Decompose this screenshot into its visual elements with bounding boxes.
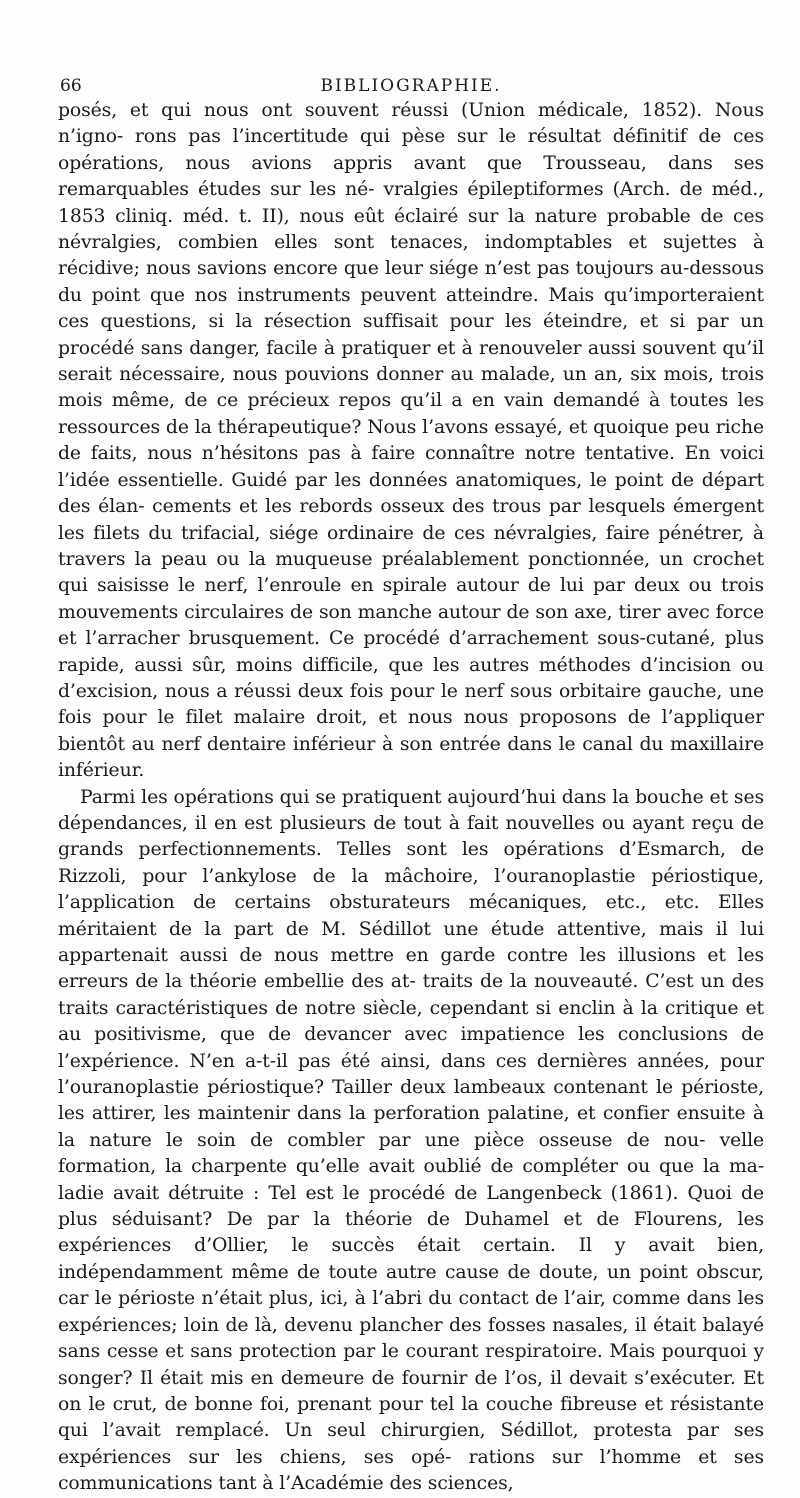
text-line: posés, et qui nous ont souvent réussi (Union médicale, 1852). Nous n’igno-: [58, 100, 764, 148]
text-line: éclairé sur la nature probable de ces névralgies, combien elles sont tenaces,: [58, 205, 764, 254]
page-number: 66: [60, 76, 82, 96]
text-line: de son manche autour de son axe, tirer avec force et l’arracher brusquement.: [58, 601, 764, 650]
text-line: ladie avait détruite : Tel est le procédé de Langenbeck (1861). Quoi de plus: [58, 1182, 764, 1231]
text-line: grands perfectionnements. Telles sont les opérations d’Esmarch, de Rizzoli,: [58, 839, 764, 887]
text-line: Mais qu’importeraient ces questions, si la résection suffisait pour les éteindre,: [58, 284, 764, 333]
text-line: avions appris avant que Trousseau, dans ses remarquables études sur les né-: [58, 152, 764, 201]
text-line: contenant le périoste, les attirer, les maintenir dans la perforation palatine, et: [58, 1077, 764, 1125]
text-line: Parmi les opérations qui se pratiquent aujourd’hui dans la bouche et ses: [80, 786, 764, 808]
page-header: [58, 66, 764, 96]
text-line: toute autre cause de doute, un point obscur, car le périoste n’était plus, ici,: [58, 1261, 764, 1310]
running-head: BIBLIOGRAPHIE.: [320, 76, 502, 96]
text-line: d’Ollier, le succès était certain. Il y avait bien, indépendamment même de: [58, 1235, 764, 1283]
paragraph-1: [58, 98, 764, 785]
text-line: mois, trois mois même, de ce précieux repos qu’il a en vain demandé à toutes: [58, 364, 764, 412]
text-line: cependant si enclin à la critique et au positivisme, que de devancer avec: [58, 997, 765, 1046]
text-line: de faits, nous n’hésitons pas à faire connaître notre tentative. En voici l’idée: [58, 443, 764, 491]
text-line: plancher des fosses nasales, il était balayé sans cesse et sans protection par: [58, 1314, 765, 1363]
text-line: Ce procédé d’arrachement sous-cutané, plus rapide, aussi sûr, moins difficile,: [58, 628, 765, 676]
text-line: trifacial, siége ordinaire de ces névralgies, faire pénétrer, à travers la peau: [58, 522, 764, 570]
text-line: chirurgien, Sédillot, protesta par ses expériences sur les chiens, ses opé-: [58, 1420, 764, 1468]
text-line: à l’abri du contact de l’air, comme dans les expériences; loin de là, devenu: [58, 1288, 764, 1336]
body-text: [58, 98, 764, 1498]
text-line: pour l’ankylose de la mâchoire, l’ouranoplastie périostique, l’application de: [58, 865, 764, 914]
text-line: impatience les conclusions de l’expérience. N’en a-t-il pas été ainsi, dans ces: [58, 1024, 765, 1072]
text-line: dépendances, il en est plusieurs de tout à fait nouvelles ou ayant reçu de: [58, 812, 764, 834]
text-line: en garde contre les illusions et les erreurs de la théorie embellie des at-: [58, 945, 765, 993]
text-line: cements et les rebords osseux des trous par lesquels émergent les filets du: [58, 496, 765, 544]
text-line: dernières années, pour l’ouranoplastie périostique? Tailler deux lambeaux: [58, 1050, 764, 1099]
paragraph-2: [58, 785, 764, 1498]
text-line: les ressources de la thérapeutique? Nous l’avons essayé, et quoique peu riche: [58, 390, 764, 438]
text-line: essentielle. Guidé par les données anatomiques, le point de départ des élan-: [58, 469, 764, 518]
text-line: séduisant? De par la théorie de Duhamel et de Flourens, les expériences: [58, 1209, 765, 1257]
text-line: le nerf sous orbitaire gauche, une fois pour le filet malaire droit, et nous: [58, 680, 764, 729]
text-line: rations sur l’homme et ses communications tant à l’Académie des sciences,: [58, 1446, 764, 1495]
text-line: souvent qu’il serait nécessaire, nous pouvions donner au malade, un an, six: [58, 337, 764, 386]
text-line: certains obsturateurs mécaniques, etc., etc. Elles méritaient de la part de: [58, 892, 764, 940]
text-line: pour tel la couche fibreuse et résistante qui l’avait remplacé. Un seul: [58, 1393, 765, 1442]
text-line: vralgies épileptiformes (Arch. de méd., 1853 cliniq. méd. t. II), nous eût: [58, 179, 764, 227]
text-line: l’enroule en spirale autour de lui par deux ou trois mouvements circulaires: [58, 575, 764, 623]
text-line: nous proposons de l’appliquer bientôt au nerf dentaire inférieur à son entrée: [58, 707, 765, 755]
text-line: confier ensuite à la nature le soin de combler par une pièce osseuse de nou-: [58, 1103, 765, 1151]
text-line: indomptables et sujettes à récidive; nous savions encore que leur siége n’est: [58, 232, 765, 280]
text-line: rons pas l’incertitude qui pèse sur le résultat définitif de ces opérations, nous: [58, 126, 764, 174]
text-line: ou la muqueuse préalablement ponctionnée, un crochet qui saisisse le nerf,: [58, 548, 764, 597]
text-line: dans le canal du maxillaire inférieur.: [58, 733, 765, 782]
text-line: fournir de l’os, il devait s’exécuter. Et on le crut, de bonne foi, prenant: [58, 1367, 764, 1415]
text-line: velle formation, la charpente qu’elle avait oublié de compléter ou que la ma-: [58, 1129, 765, 1178]
text-line: pas toujours au-dessous du point que nos instruments peuvent atteindre.: [58, 258, 764, 306]
text-line: M. Sédillot une étude attentive, mais il lui appartenait aussi de nous mettre: [58, 918, 765, 966]
text-line: que les autres méthodes d’incision ou d’excision, nous a réussi deux fois pour: [58, 654, 764, 702]
text-line: traits de la nouveauté. C’est un des traits caractéristiques de notre siècle,: [58, 971, 764, 1019]
text-line: le courant respiratoire. Mais pourquoi y songer? Il était mis en demeure de: [58, 1341, 765, 1389]
text-line: et si par un procédé sans danger, facile à pratiquer et à renouveler aussi: [58, 311, 764, 359]
